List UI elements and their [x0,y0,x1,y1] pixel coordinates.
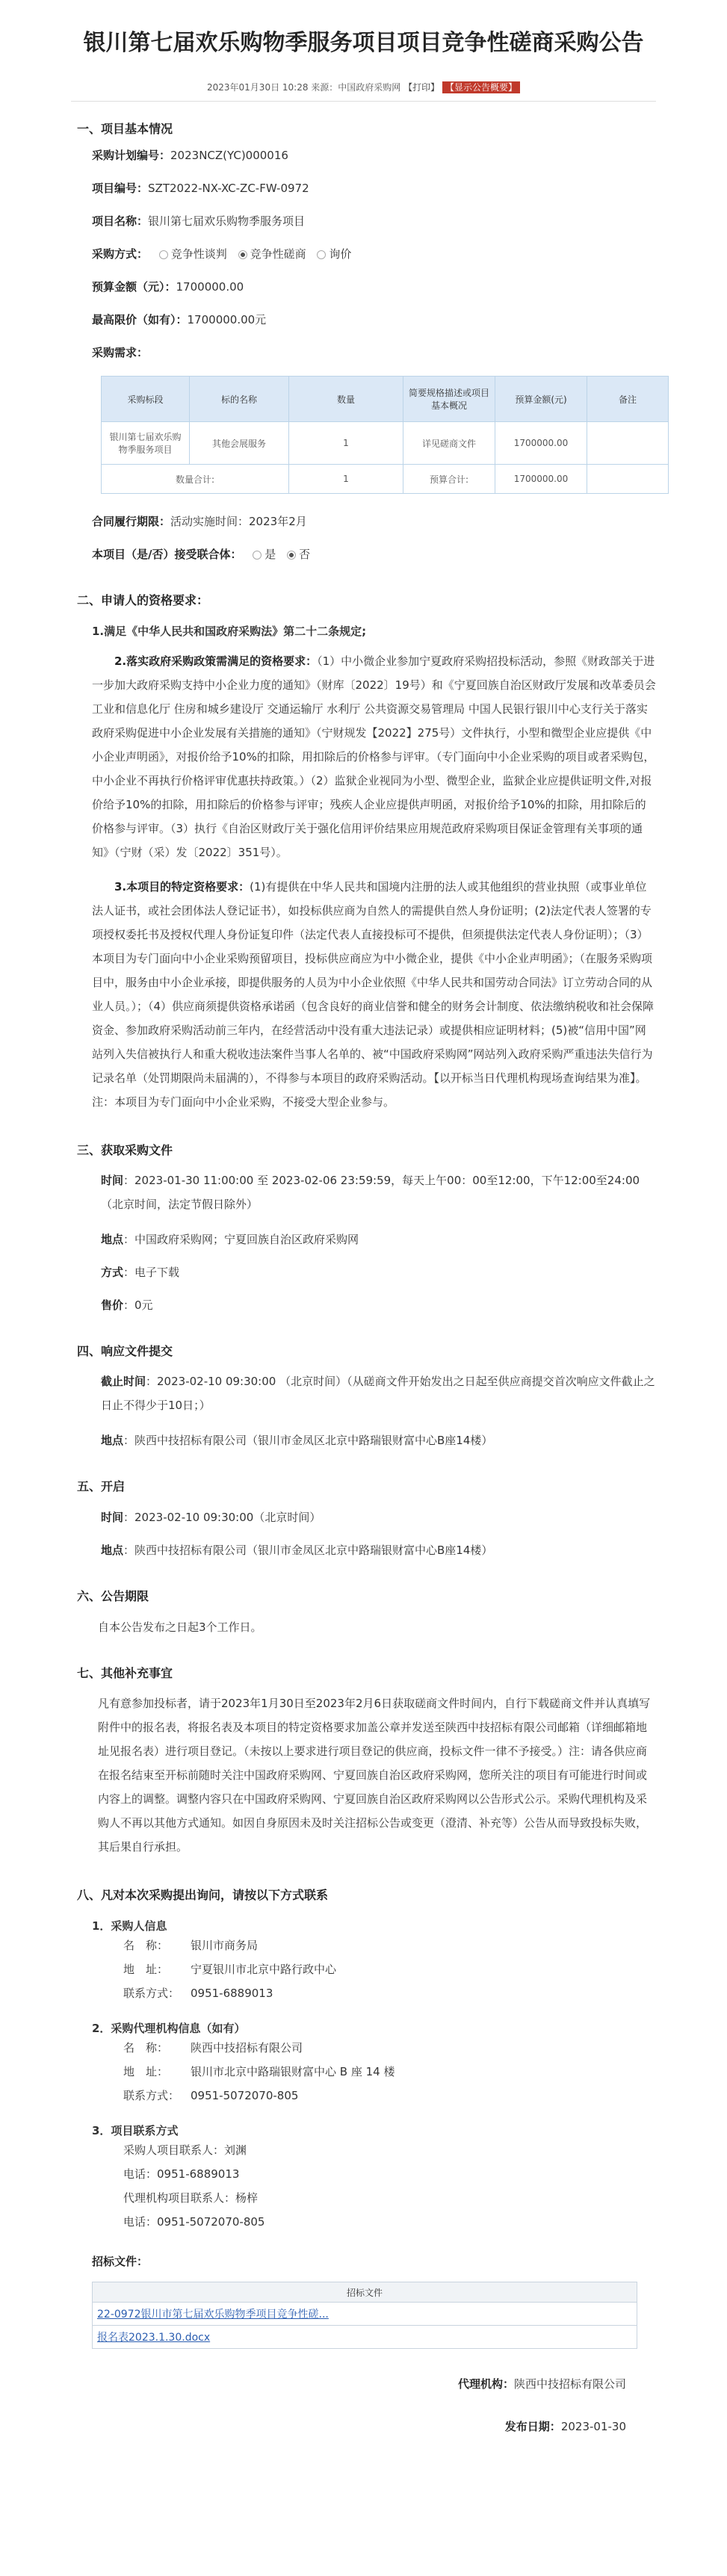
max-price-row: 最高限价（如有）：1700000.00元 [92,313,267,326]
obtain-price: 售价：0元 [101,1298,153,1312]
procurement-method-row: 采购方式： 竞争性谈判 竞争性磋商 询价 [92,247,352,261]
notice-period: 自本公告发布之日起3个工作日。 [98,1620,262,1634]
submit-place: 地点：陕西中技招标有限公司（银川市金凤区北京中路瑞银财富中心B座14楼） [101,1434,493,1447]
show-summary-button[interactable]: 【显示公告概要】 [442,81,520,93]
agency-info: 名 称： 陕西中技招标有限公司 地 址： 银川市北京中路瑞银财富中心 B 座 14 楼 联系方式： 0951-5072070-805 [123,2041,395,2102]
section-heading: 八、凡对本次采购提出询问，请按以下方式联系 [77,1888,329,1902]
publish-date: 发布日期：2023-01-30 [504,2420,626,2433]
qualification-1: 1.满足《中华人民共和国政府采购法》第二十二条规定; [92,625,367,638]
requirements-table [101,376,669,494]
obtain-time: 时间：2023-01-30 11:00:00 至 2023-02-06 23:59:59，每天上午00：00至12:00，下午12:00至24:00（北京时间，法定节假日除外） [101,1174,640,1211]
buyer-info: 名 称： 银川市商务局 地 址： 宁夏银川市北京中路行政中心 联系方式： 0951-6889013 [123,1939,337,2000]
section-heading: 三、获取采购文件 [77,1143,173,1157]
open-time: 时间：2023-02-10 09:30:00（北京时间） [101,1511,321,1524]
agency-footer: 代理机构：陕西中技招标有限公司 [457,2377,626,2391]
print-link[interactable]: 【打印】 [403,82,440,93]
file-link[interactable]: 22-0972银川市第七届欢乐购物季项目竞争性磋... [93,2303,637,2326]
obtain-place: 地点：中国政府采购网；宁夏回族自治区政府采购网 [101,1233,359,1246]
files-table [92,2282,637,2349]
section-heading: 五、开启 [77,1479,126,1493]
supplement-text: 凡有意参加投标者，请于2023年1月30日至2023年2月6日获取磋商文件时间内，自行下载磋商文件并认真填写附件中的报名表，将报名表及本项目的特定资格要求加盖公章并发送至陕西中技招标有限公司邮箱（详细邮箱地址见报名表）进行项目登记。（未按以上要求进行项目登记的供应商，投标文件一律不予接受。）注：请各供应商在报名结束至开标前随时关注中国政府采购网、宁夏回族自治区政府采购网，您所关注的项目有可能进行时间或内容上的调整。调整内容只在中国政府采购网、宁夏回族自治区政府采购网以公告形式公示。采购代理机构及采购人不再以其他方式通知。如因自身原因未及时关注招标公告或变更（澄清、补充等）公告从而导致投标失败，其后果自行承担。 [98,1697,651,1854]
project-contact: 采购人项目联系人：刘渊 电话：0951-6889013 代理机构项目联系人：杨梓 电话：0951-5072070-805 [123,2143,265,2229]
contract-period-row: 合同履行期限：活动实施时间：2023年2月 [92,515,307,528]
qualification-2: 2.落实政府采购政策需满足的资格要求：（1）中小微企业参加宁夏政府采购招投标活动，参照《财政部关于进一步加大政府采购支持中小企业力度的通知》（财库〔2022〕19号）和《宁夏回族自治区财政厅发展和改革委员会工业和信息化厅 住房和城乡建设厅 交通运输厅 水利厅 公共资源交易管理局 中国人民银行银川中心支行关于落实政府采购促进中小企业发展有关措施的通知》（宁财规发【2022】275号）文件执行，小型和微型企业应提供《中小企业声明函》，对报价给予10%的扣除，用扣除后的价格参与评审。（专门面向中小企业采购的项目或者采购包，中小企业不再执行价格评审优惠扶持政策。）（2）监狱企业视同为小型、微型企业，监狱企业应提供证明文件,对报价给予10%的扣除，用扣除后的价格参与评审；残疾人企业应提供声明函，对报价给予10%的扣除，用扣除后的价格参与评审。（3）执行《自治区财政厅关于强化信用评价结果应用规范政府采购项目保证金管理有关事项的通知》（宁财（采）发〔2022〕351号）。 [92,654,656,859]
section-heading: 六、公告期限 [77,1589,149,1603]
table-total-row: 数量合计: 1 预算合计: 1700000.00 [102,465,669,494]
agency-info-title: 2．采购代理机构信息（如有） [92,2022,246,2035]
files-label: 招标文件： [92,2255,149,2268]
publish-info: 2023年01月30日 10:28 来源：中国政府采购网 [207,82,401,93]
table-row: 银川第七届欢乐购物季服务项目 其他会展服务 1 详见磋商文件 1700000.00 [102,422,669,465]
table-header-row: 采购标段 标的名称 数量 简要规格描述或项目基本概况 预算金额(元) 备注 [102,377,669,422]
requirements-label: 采购需求： [92,346,149,359]
project-number-row: 项目编号：SZT2022-NX-XC-ZC-FW-0972 [92,182,309,195]
qualification-3: 3.本项目的特定资格要求：(1)有提供在中华人民共和国境内注册的法人或其他组织的营业执照（或事业单位法人证书，或社会团体法人登记证书），如投标供应商为自然人的需提供自然人身份证明；(2)法定代表人签署的专项授权委托书及授权代理人身份证复印件（法定代表人直接投标可不提供，但须提供法定代表人身份证明）；（3）本项目为专门面向中小企业采购预留项目，投标供应商应为中小微企业，提供《中小企业声明函》；（在服务采购项目中，服务由中小企业承接，即提供服务的人员为中小企业依照《中华人民共和国劳动合同法》订立劳动合同的从业人员。）；（4）供应商须提供资格承诺函（包含良好的商业信誉和健全的财务会计制度、依法缴纳税收和社会保障资金、参加政府采购活动前三年内，在经营活动中没有重大违法记录）或提供相应证明材料；(5)被“信用中国”网站列入失信被执行人和重大税收违法案件当事人名单的、被“中国政府采购网”网站列入政府采购严重违法失信行为记录名单（处罚期限尚未届满的），不得参与本项目的政府采购活动。【以开标当日代理机构现场查询结果为准】。注：本项目为专门面向中小企业采购，不接受大型企业参与。 [92,880,655,1109]
radio-checked-icon [287,551,296,560]
section-heading: 七、其他补充事宜 [77,1666,173,1680]
article-meta [71,81,656,93]
submit-deadline: 截止时间：2023-02-10 09:30:00 （北京时间）（从磋商文件开始发出之日起至供应商提交首次响应文件截止之日止不得少于10日；） [101,1375,655,1412]
radio-icon [317,250,326,259]
obtain-way: 方式：电子下载 [101,1266,180,1279]
budget-row: 预算金额（元）：1700000.00 [92,280,244,294]
divider [71,101,656,102]
consortium-row: 本项目（是/否）接受联合体： 是 否 [92,548,311,561]
file-link[interactable]: 报名表2023.1.30.docx [93,2326,637,2349]
project-name-row: 项目名称：银川第七届欢乐购物季服务项目 [92,214,306,228]
plan-number-row: 采购计划编号：2023NCZ(YC)000016 [92,149,288,162]
page-title: 银川第七届欢乐购物季服务项目项目竞争性磋商采购公告 [83,30,644,56]
section-heading: 二、申请人的资格要求： [77,593,209,607]
radio-icon [253,551,262,560]
section-heading: 一、项目基本情况 [77,122,173,136]
section-heading: 四、响应文件提交 [77,1344,173,1358]
buyer-info-title: 1．采购人信息 [92,1919,167,1933]
radio-checked-icon [238,250,247,259]
open-place: 地点：陕西中技招标有限公司（银川市金凤区北京中路瑞银财富中心B座14楼） [101,1544,493,1557]
radio-icon [159,250,168,259]
files-header: 招标文件 [93,2282,637,2303]
project-contact-title: 3．项目联系方式 [92,2124,179,2137]
